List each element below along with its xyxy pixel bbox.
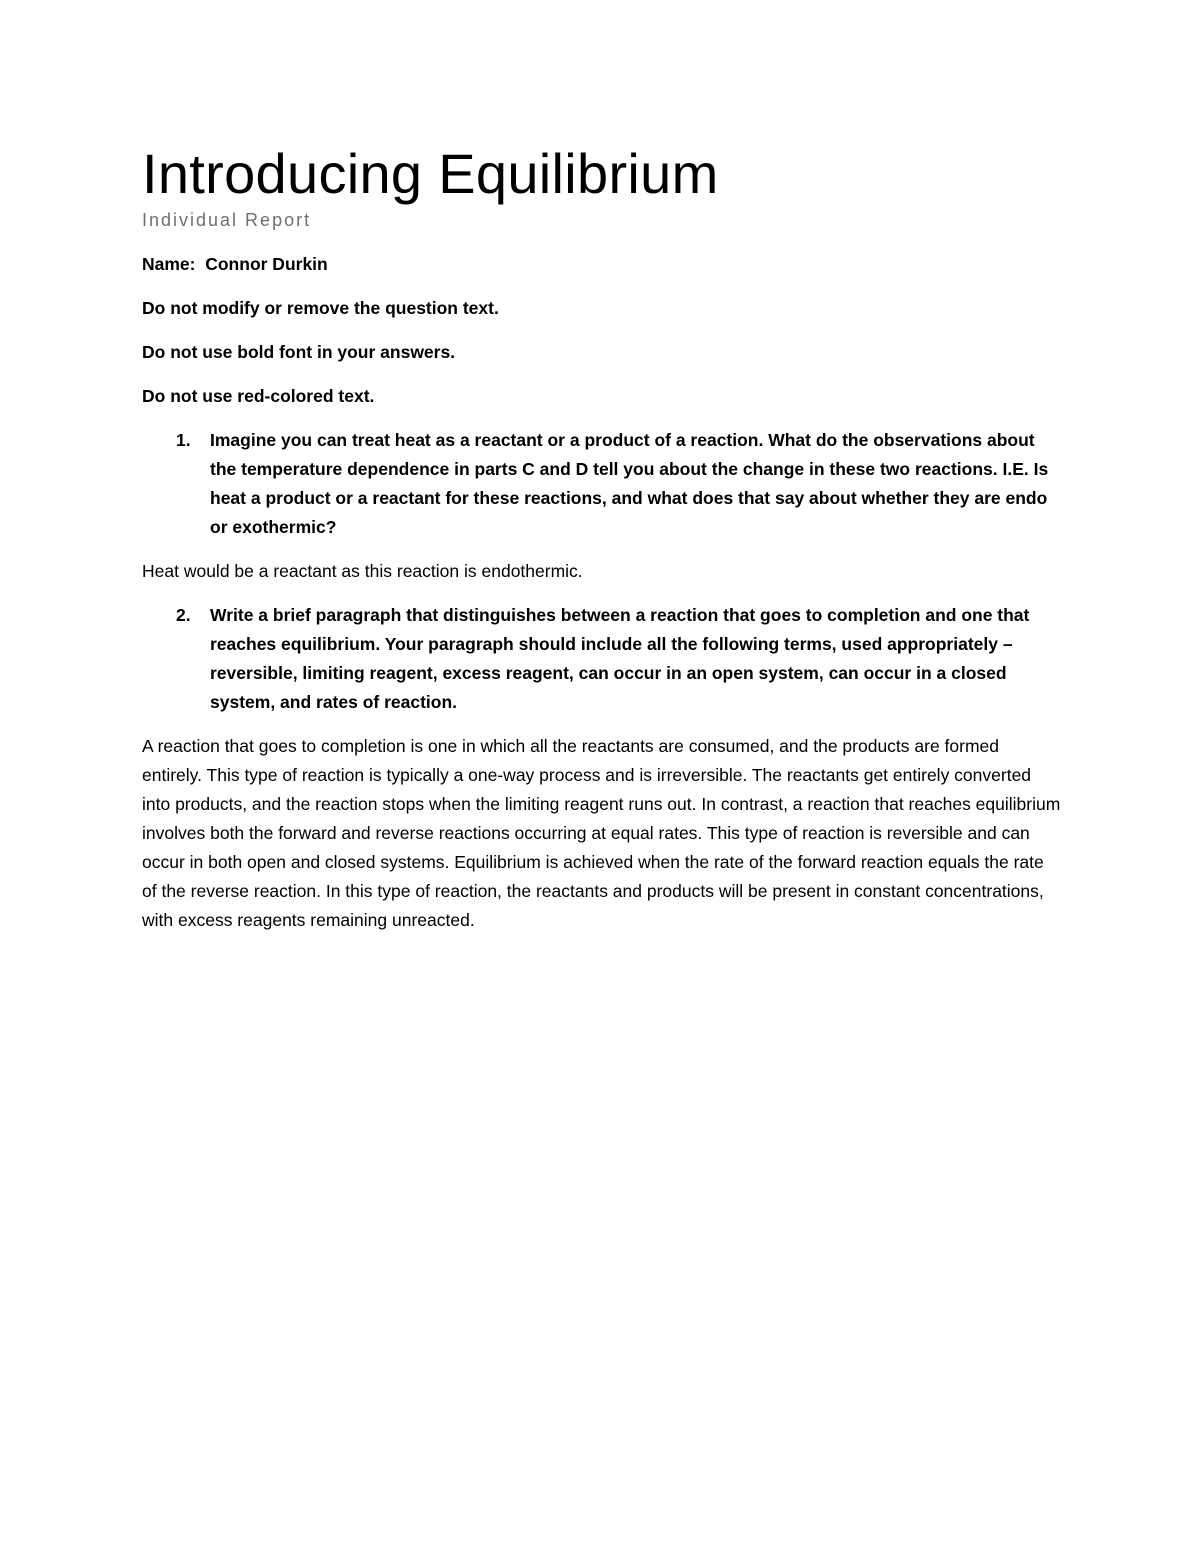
- question-2: [142, 601, 1062, 717]
- question-1-text: Imagine you can treat heat as a reactant or a product of a reaction. What do the observations about the temperature dependence in parts C and D tell you about the change in these two reactions. I.E. Is heat a product or a reactant for these reactions, and what does that say about whether they are endo or exothermic?: [210, 430, 1049, 537]
- document-title: Introducing Equilibrium: [142, 142, 719, 205]
- instruction-2: Do not use bold font in your answers.: [142, 342, 456, 362]
- question-2-text: Write a brief paragraph that distinguishes between a reaction that goes to completion and one that reaches equilibrium. Your paragraph should include all the following terms, used appropriately – reversible, limiting reagent, excess reagent, can occur in an open system, can occur in a closed system, and rates of reaction.: [210, 605, 1030, 712]
- answer-1: Heat would be a reactant as this reaction is endothermic.: [142, 561, 583, 581]
- name-value: Connor Durkin: [205, 254, 328, 274]
- question-1: [142, 426, 1062, 542]
- instruction-3: Do not use red-colored text.: [142, 386, 375, 406]
- question-1-number: 1.: [176, 430, 191, 450]
- document-body: [142, 140, 1062, 950]
- name-line: [142, 250, 1062, 279]
- question-2-number: 2.: [176, 605, 191, 625]
- answer-2: A reaction that goes to completion is one in which all the reactants are consumed, and the products are formed entirely. This type of reaction is typically a one-way process and is irreversible. The reactants get entirely converted into products, and the reaction stops when the limiting reagent runs out. In contrast, a reaction that reaches equilibrium involves both the forward and reverse reactions occurring at equal rates. This type of reaction is reversible and can occur in both open and closed systems. Equilibrium is achieved when the rate of the forward reaction equals the rate of the reverse reaction. In this type of reaction, the reactants and products will be present in constant concentrations, with excess reagents remaining unreacted.: [142, 736, 1061, 930]
- name-label: Name:: [142, 254, 196, 274]
- instruction-1: Do not modify or remove the question text.: [142, 298, 499, 318]
- document-subtitle: Individual Report: [142, 210, 312, 230]
